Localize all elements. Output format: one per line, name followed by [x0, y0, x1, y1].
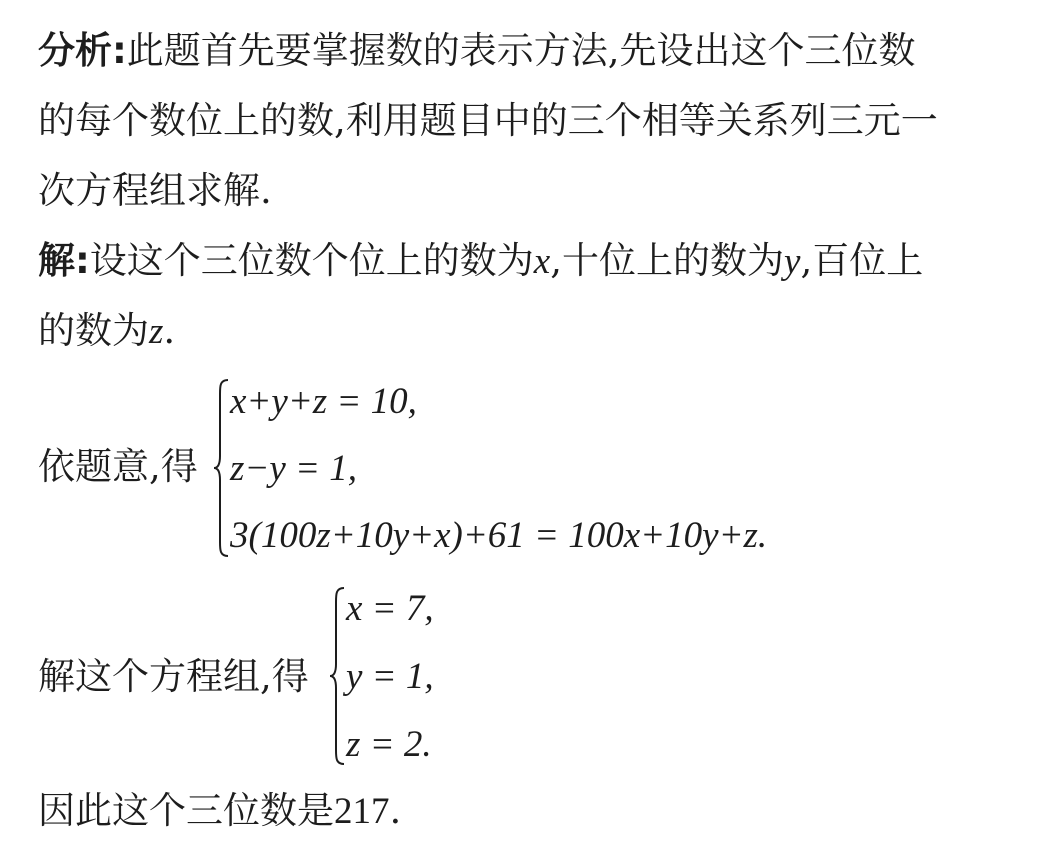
- conclusion-line: [38, 789, 402, 832]
- left-brace-icon: [328, 586, 348, 766]
- system1-equation-3: 3(100z+10y+x)+61 = 100x+10y+z.: [230, 515, 768, 556]
- system1-prefix: 依题意,得: [38, 445, 198, 488]
- solution-colon: :: [75, 239, 90, 282]
- solution-text-2b: .: [163, 309, 176, 352]
- solution-line-2: [38, 309, 176, 352]
- system2-equation-2: y = 1,: [346, 656, 434, 697]
- solution-text-1b: ,十位上的数为: [550, 239, 784, 282]
- system1-equation-1: x+y+z = 10,: [230, 381, 417, 422]
- solution-label: 解: [38, 239, 75, 282]
- system2-prefix: 解这个方程组,得: [38, 655, 309, 698]
- analysis-line-2: [38, 99, 938, 142]
- solution-text-2a: 的数为: [38, 309, 149, 352]
- system2-equation-3: z = 2.: [346, 724, 432, 765]
- system2-equation-1: x = 7,: [346, 588, 434, 629]
- analysis-line-1: [38, 29, 916, 72]
- system1-equation-2: z−y = 1,: [230, 448, 358, 489]
- left-brace-icon: [212, 378, 232, 558]
- var-x: x: [533, 241, 551, 282]
- solution-text-1a: 设这个三位数个位上的数为: [89, 239, 534, 282]
- analysis-text-1: 此题首先要掌握数的表示方法,先设出这个三位数: [126, 29, 916, 72]
- conclusion-number: 217: [334, 791, 390, 832]
- var-y: y: [784, 241, 801, 282]
- analysis-text-3: 次方程组求解.: [38, 169, 272, 212]
- conclusion-end: .: [389, 789, 402, 832]
- analysis-label: 分析: [38, 29, 112, 72]
- conclusion-text: 因此这个三位数是: [38, 789, 334, 832]
- analysis-colon: :: [112, 29, 127, 72]
- solution-line-1: [38, 239, 924, 282]
- var-z: z: [149, 311, 164, 352]
- analysis-text-2: 的每个数位上的数,利用题目中的三个相等关系列三元一: [38, 99, 938, 142]
- analysis-line-3: [38, 169, 272, 212]
- solution-text-1c: ,百位上: [800, 239, 924, 282]
